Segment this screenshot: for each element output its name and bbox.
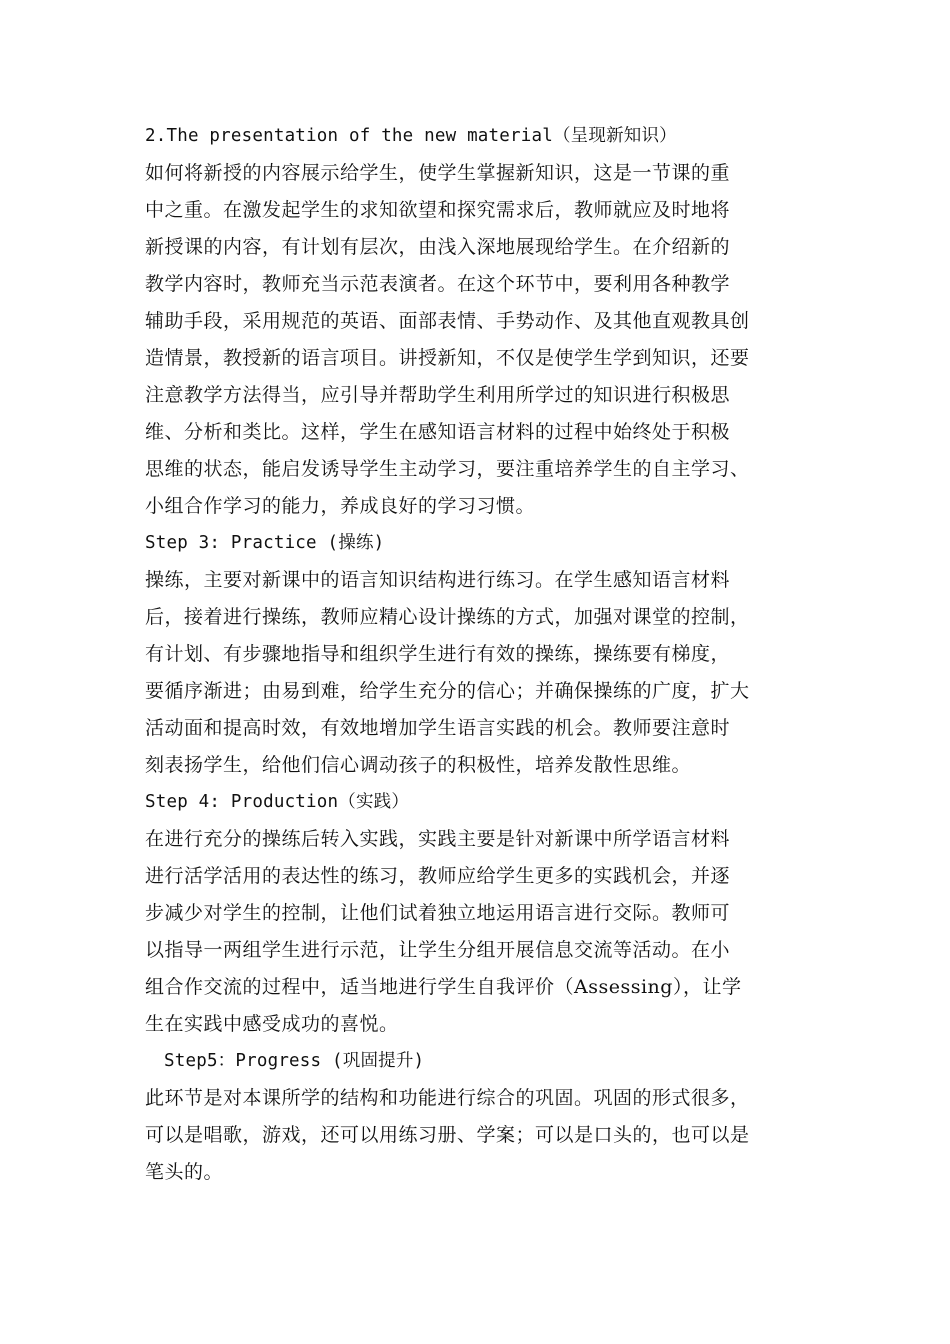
paragraph-line: 笔头的。	[145, 1161, 224, 1183]
paragraph-line: 进行活学活用的表达性的练习，教师应给学生更多的实践机会，并逐	[145, 865, 731, 887]
paragraph-line: 组合作交流的过程中，适当地进行学生自我评价（Assessing），让学	[145, 976, 742, 998]
paragraph-line: 可以是唱歌，游戏，还可以用练习册、学案；可以是口头的，也可以是	[145, 1124, 750, 1146]
paragraph-line: 注意教学方法得当，应引导并帮助学生利用所学过的知识进行积极思	[145, 384, 731, 406]
paragraph-line: 操练，主要对新课中的语言知识结构进行练习。在学生感知语言材料	[145, 569, 731, 591]
section-heading-production: Step 4: Production（实践）	[145, 792, 410, 812]
paragraph-line: 要循序渐进；由易到难，给学生充分的信心；并确保操练的广度，扩大	[145, 680, 750, 702]
document-text	[145, 118, 825, 1191]
paragraph-line: 在进行充分的操练后转入实践，实践主要是针对新课中所学语言材料	[145, 828, 731, 850]
section-heading-presentation: 2.The presentation of the new material（呈现新知识）	[145, 126, 677, 146]
paragraph-line: 造情景，教授新的语言项目。讲授新知，不仅是使学生学到知识，还要	[145, 347, 750, 369]
paragraph-line: 活动面和提高时效，有效地增加学生语言实践的机会。教师要注意时	[145, 717, 731, 739]
paragraph-line: 后，接着进行操练，教师应精心设计操练的方式，加强对课堂的控制，	[145, 606, 750, 628]
paragraph-line: 中之重。在激发起学生的求知欲望和探究需求后，教师就应及时地将	[145, 199, 731, 221]
section-heading-practice: Step 3: Practice (操练)	[145, 533, 385, 553]
paragraph-line: 以指导一两组学生进行示范，让学生分组开展信息交流等活动。在小	[145, 939, 731, 961]
paragraph-line: 思维的状态，能启发诱导学生主动学习，要注重培养学生的自主学习、	[145, 458, 750, 480]
paragraph-line: 教学内容时，教师充当示范表演者。在这个环节中，要利用各种教学	[145, 273, 731, 295]
paragraph-line: 步减少对学生的控制，让他们试着独立地运用语言进行交际。教师可	[145, 902, 731, 924]
paragraph-line: 维、分析和类比。这样，学生在感知语言材料的过程中始终处于积极	[145, 421, 731, 443]
section-heading-progress: Step5：Progress (巩固提升)	[164, 1051, 425, 1071]
paragraph-line: 此环节是对本课所学的结构和功能进行综合的巩固。巩固的形式很多，	[145, 1087, 750, 1109]
paragraph-line: 生在实践中感受成功的喜悦。	[145, 1013, 399, 1035]
paragraph-line: 刻表扬学生，给他们信心调动孩子的积极性，培养发散性思维。	[145, 754, 692, 776]
paragraph-line: 小组合作学习的能力，养成良好的学习习惯。	[145, 495, 536, 517]
paragraph-line: 有计划、有步骤地指导和组织学生进行有效的操练，操练要有梯度，	[145, 643, 731, 665]
paragraph-line: 辅助手段，采用规范的英语、面部表情、手势动作、及其他直观教具创	[145, 310, 750, 332]
paragraph-line: 新授课的内容，有计划有层次，由浅入深地展现给学生。在介绍新的	[145, 236, 731, 258]
paragraph-line: 如何将新授的内容展示给学生，使学生掌握新知识，这是一节课的重	[145, 162, 731, 184]
